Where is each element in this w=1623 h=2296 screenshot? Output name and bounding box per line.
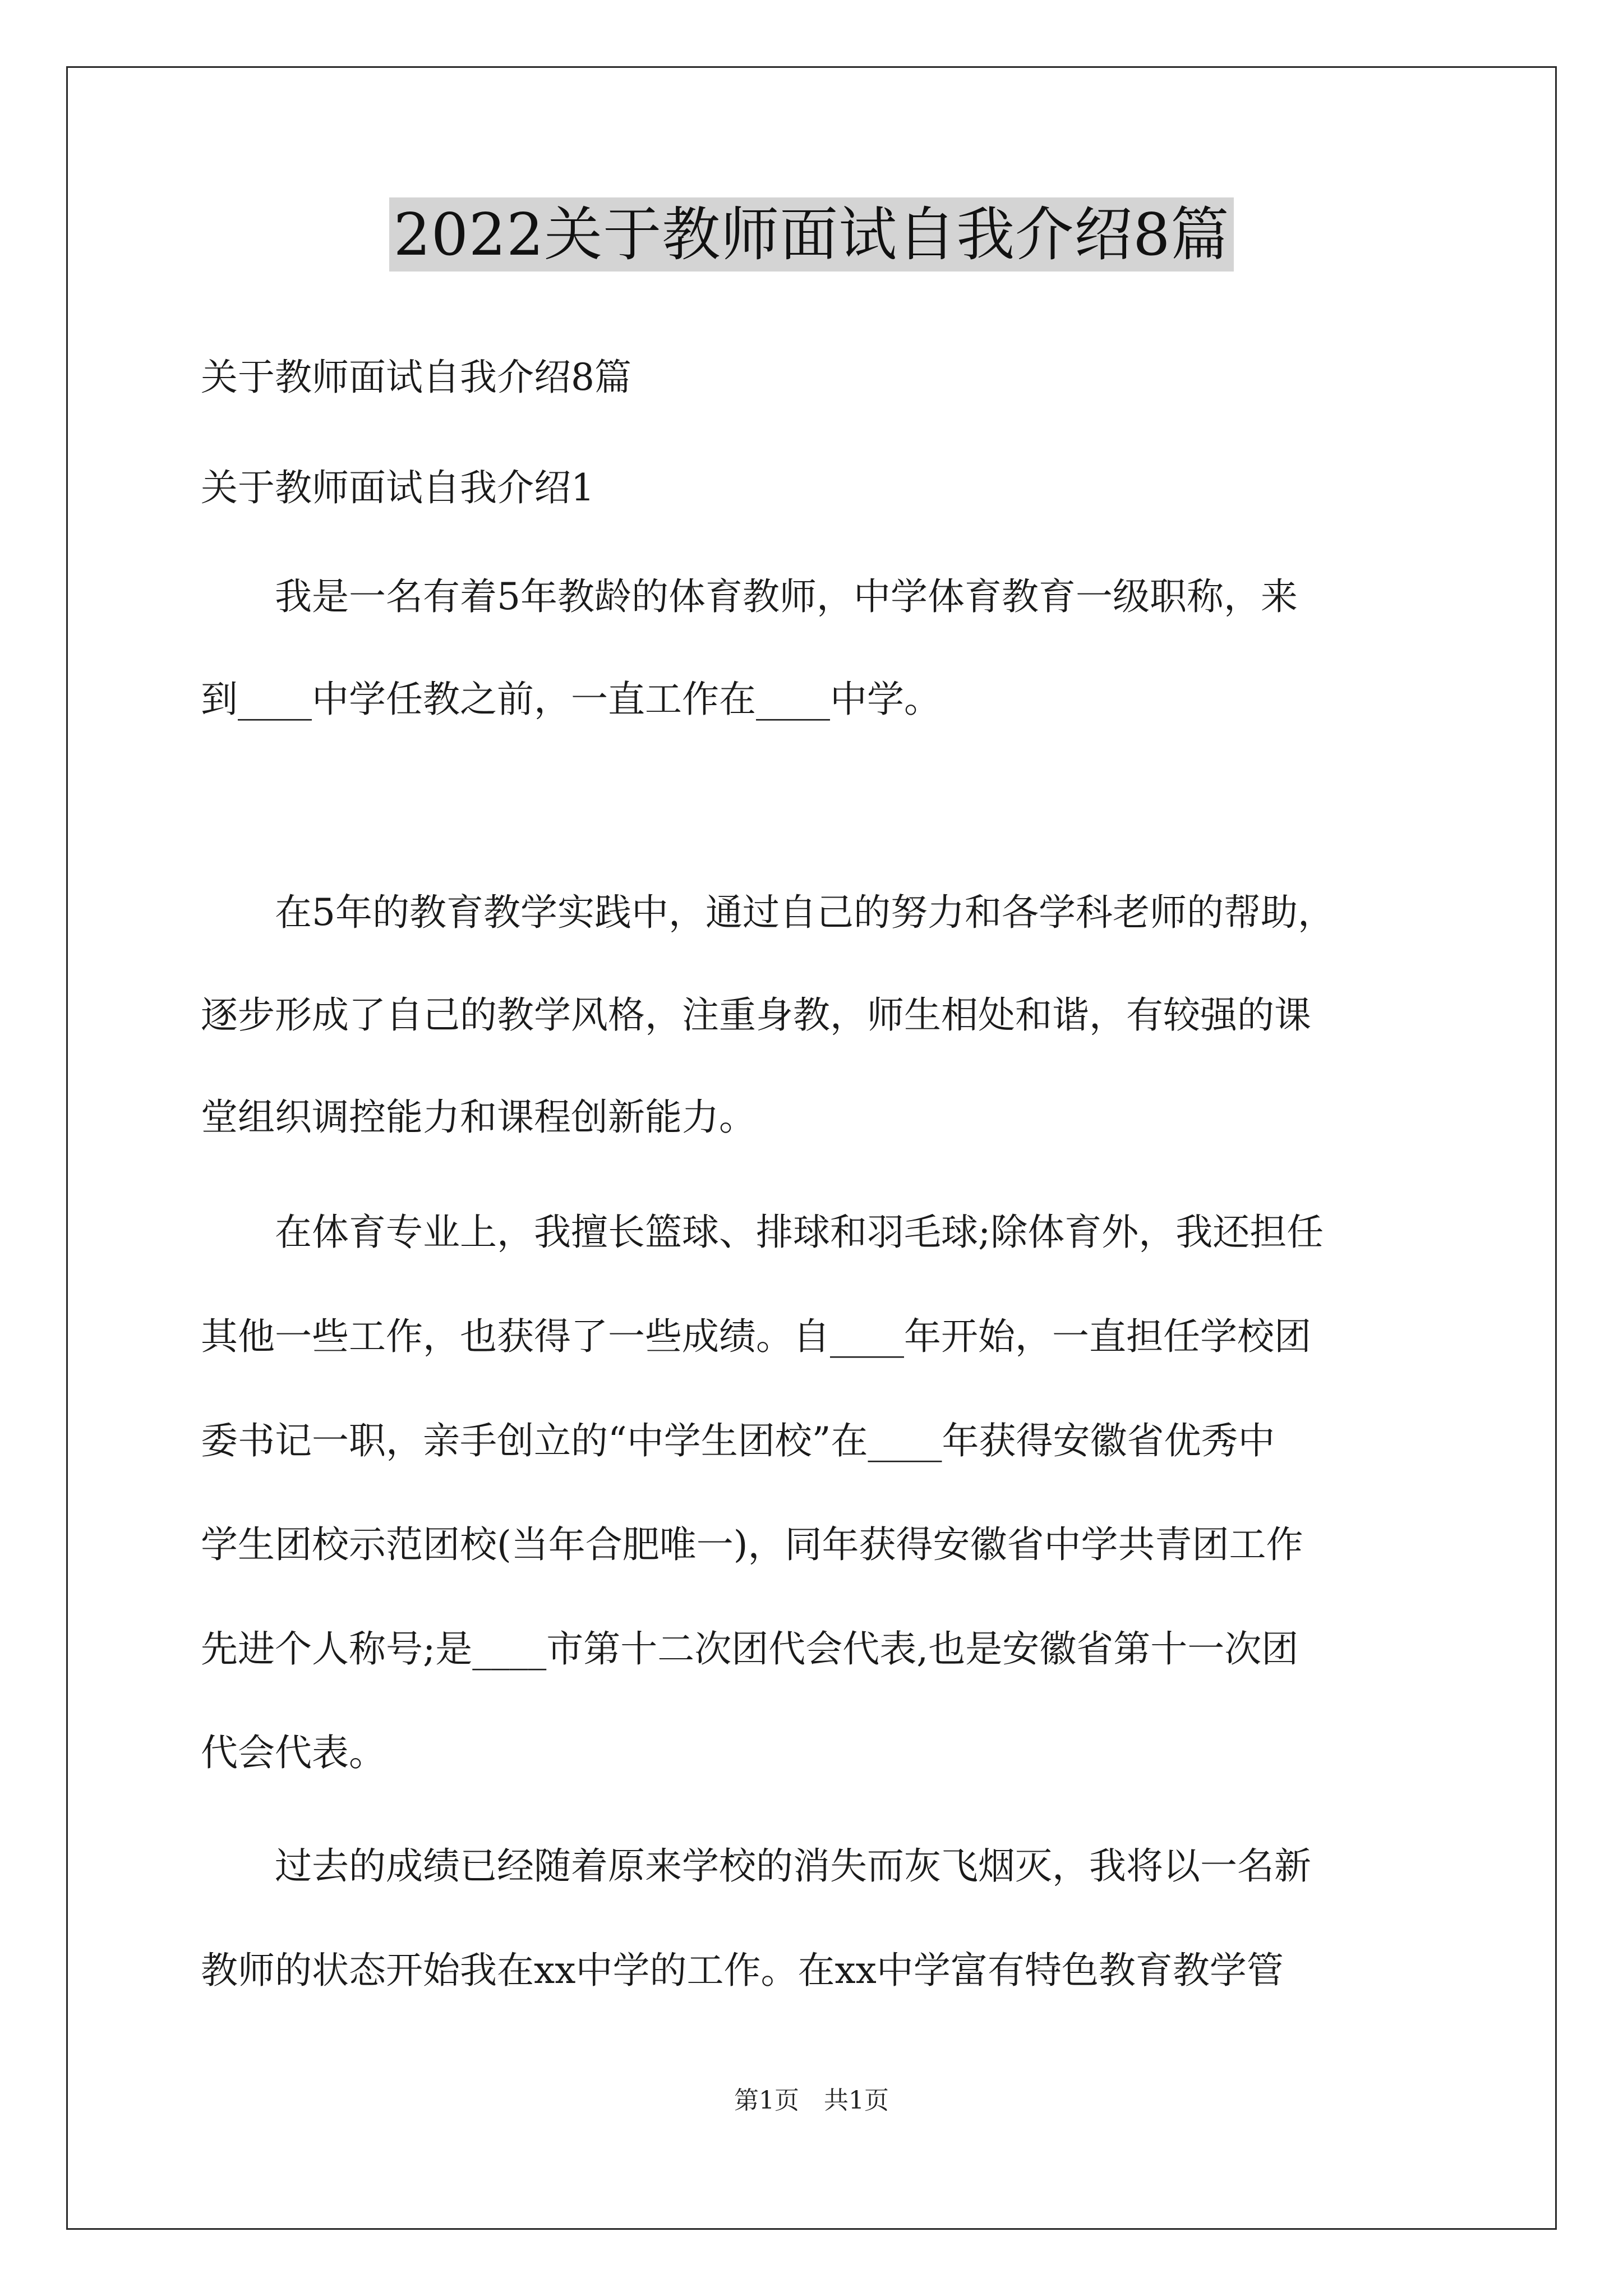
- body-line: 先进个人称号;是____市第十二次团代会代表,也是安徽省第十一次团: [201, 1627, 1299, 1671]
- body-line: 堂组织调控能力和课程创新能力。: [201, 1096, 756, 1139]
- body-line: 在体育专业上，我擅长篮球、排球和羽毛球;除体育外，我还担任: [201, 1211, 1324, 1254]
- document-subtitle: 关于教师面试自我介绍8篇: [201, 356, 631, 399]
- body-line: 教师的状态开始我在xx中学的工作。在xx中学富有特色教育教学管: [201, 1949, 1284, 1992]
- title-container: [0, 197, 1623, 272]
- page-footer: 第1页 共1页: [734, 2086, 889, 2115]
- body-line: 委书记一职，亲手创立的“中学生团校”在____年获得安徽省优秀中: [201, 1419, 1275, 1462]
- body-line: 我是一名有着5年教龄的体育教师，中学体育教育一级职称，来: [201, 575, 1298, 618]
- body-line: 在5年的教育教学实践中，通过自己的努力和各学科老师的帮助，: [201, 891, 1335, 934]
- body-line: 其他一些工作，也获得了一些成绩。自____年开始，一直担任学校团: [201, 1315, 1311, 1358]
- body-line: 到____中学任教之前，一直工作在____中学。: [201, 678, 941, 721]
- body-line: 代会代表。: [201, 1731, 386, 1774]
- body-line: 学生团校示范团校(当年合肥唯一)，同年获得安徽省中学共青团工作: [201, 1523, 1303, 1566]
- document-title: 2022关于教师面试自我介绍8篇: [389, 197, 1234, 272]
- body-line: 逐步形成了自己的教学风格，注重身教，师生相处和谐，有较强的课: [201, 993, 1311, 1037]
- body-line: 过去的成绩已经随着原来学校的消失而灰飞烟灭，我将以一名新: [201, 1844, 1311, 1888]
- section-heading: 关于教师面试自我介绍1: [201, 466, 594, 509]
